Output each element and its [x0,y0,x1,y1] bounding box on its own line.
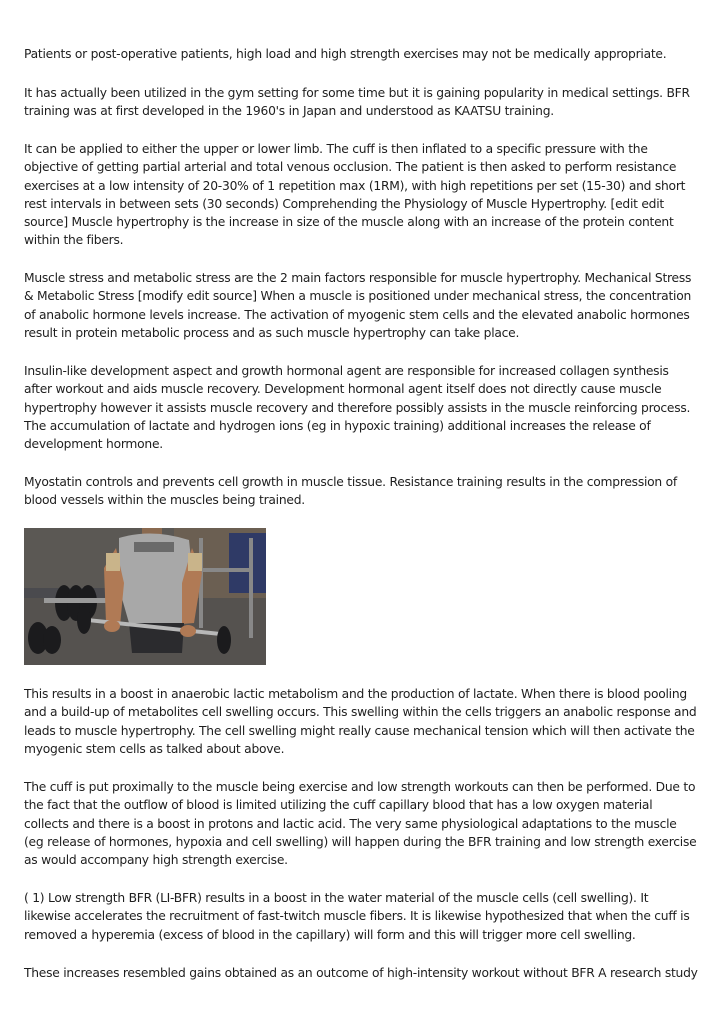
paragraph-8: The cuff is put proximally to the muscle being exercise and low strength workouts can then be performed. Due to the fact that the outflow of blood is limited utilizing the cuff capillary blood that has a low oxygen material collects and there is a boost in protons and lactic acid. The very same physiological adaptations to the muscle (eg release of hormones, hypoxia and cell swelling) will happen during the BFR training and low strength exercise as would accompany high strength exercise. [24,780,697,868]
paragraph-9: ( 1) Low strength BFR (LI-BFR) results in a boost in the water material of the muscle cells (cell swelling). It likewise accelerates the recruitment of fast-twitch muscle fibers. It is likewise hypothesized that when the cuff is removed a hyperemia (excess of blood in the capillary) will form and this will trigger more cell swelling. [24,891,690,942]
paragraph-2: It has actually been utilized in the gym setting for some time but it is gaining popularity in medical settings. BFR training was at first developed in the 1960's in Japan and understood as KAATSU training. [24,86,690,119]
paragraph-1: Patients or post-operative patients, high load and high strength exercises may not be medically appropriate. [24,47,667,61]
paragraph-6: Myostatin controls and prevents cell growth in muscle tissue. Resistance training results in the compression of blood vessels within the muscles being trained. [24,475,677,508]
paragraph-10: These increases resembled gains obtained as an outcome of high-intensity workout without BFR A research study [24,966,698,980]
paragraph-3: It can be applied to either the upper or lower limb. The cuff is then inflated to a specific pressure with the objective of getting partial arterial and total venous occlusion. The patient is then asked to perform resistance exercises at a low intensity of 20-30% of 1 repetition max (1RM), with high repetitions per set (15-30) and short rest intervals in between sets (30 seconds) Comprehending the Physiology of Muscle Hypertrophy. [edit edit source] Muscle hypertrophy is the increase in size of the muscle along with an increase of the protein content within the fibers. [24,142,686,248]
paragraph-5: Insulin-like development aspect and growth hormonal agent are responsible for increased collagen synthesis after workout and aids muscle recovery. Development hormonal agent itself does not directly cause muscle hypertrophy however it assists muscle recovery and therefore possibly assists in the muscle reinforcing process. The accumulation of lactate and hydrogen ions (eg in hypoxic training) additional increases the release of development hormone. [24,364,691,452]
gym-curl-photo [24,528,266,665]
paragraph-4: Muscle stress and metabolic stress are the 2 main factors responsible for muscle hypertrophy. Mechanical Stress & Metabolic Stress [modify edit source] When a muscle is positioned under mechanical stress, the concentration of anabolic hormone levels increase. The activation of myogenic stem cells and the elevated anabolic hormones result in protein metabolic process and as such muscle hypertrophy can take place. [24,271,692,340]
paragraph-7: This results in a boost in anaerobic lactic metabolism and the production of lactate. When there is blood pooling and a build-up of metabolites cell swelling occurs. This swelling within the cells triggers an anabolic response and leads to muscle hypertrophy. The cell swelling might really cause mechanical tension which will then activate the myogenic stem cells as talked about above. [24,687,697,756]
